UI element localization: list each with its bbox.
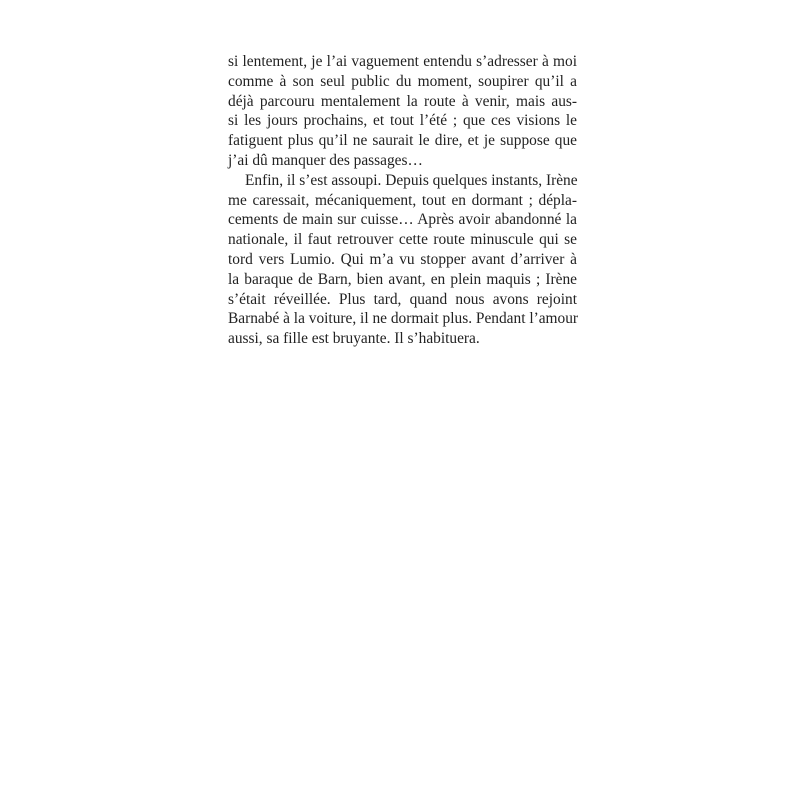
- text-line: cements de main sur cuisse… Après avoir abandonné la: [228, 211, 577, 229]
- paragraph-1: [228, 52, 577, 171]
- text-line: comme à son seul public du moment, soupirer qu’il a: [228, 72, 577, 90]
- text-line: Enfin, il s’est assoupi. Depuis quelques instants, Irène: [245, 171, 578, 189]
- body-text: [228, 52, 577, 349]
- text-line: si lentement, je l’ai vaguement entendu s’adresser à moi: [228, 53, 577, 70]
- text-line: déjà parcouru mentalement la route à venir, mais aus-: [228, 92, 577, 110]
- text-line: la baraque de Barn, bien avant, en plein maquis ; Irène: [228, 270, 577, 288]
- text-line: si les jours prochains, et tout l’été ; que ces visions le: [228, 112, 577, 130]
- text-line: fatiguent plus qu’il ne saurait le dire, et je suppose que: [228, 132, 577, 150]
- text-line: nationale, il faut retrouver cette route minuscule qui se: [228, 231, 577, 249]
- text-line: Barnabé à la voiture, il ne dormait plus. Pendant l’amour: [228, 310, 579, 328]
- text-line: tord vers Lumio. Qui m’a vu stopper avant d’arriver à: [228, 250, 577, 268]
- text-line: j’ai dû manquer des passages…: [228, 151, 423, 169]
- paragraph-2: [228, 171, 577, 349]
- text-line: me caressait, mécaniquement, tout en dormant ; dépla-: [228, 191, 577, 209]
- text-line: s’était réveillée. Plus tard, quand nous avons rejoint: [228, 290, 577, 308]
- text-line: aussi, sa fille est bruyante. Il s’habituera.: [228, 330, 480, 348]
